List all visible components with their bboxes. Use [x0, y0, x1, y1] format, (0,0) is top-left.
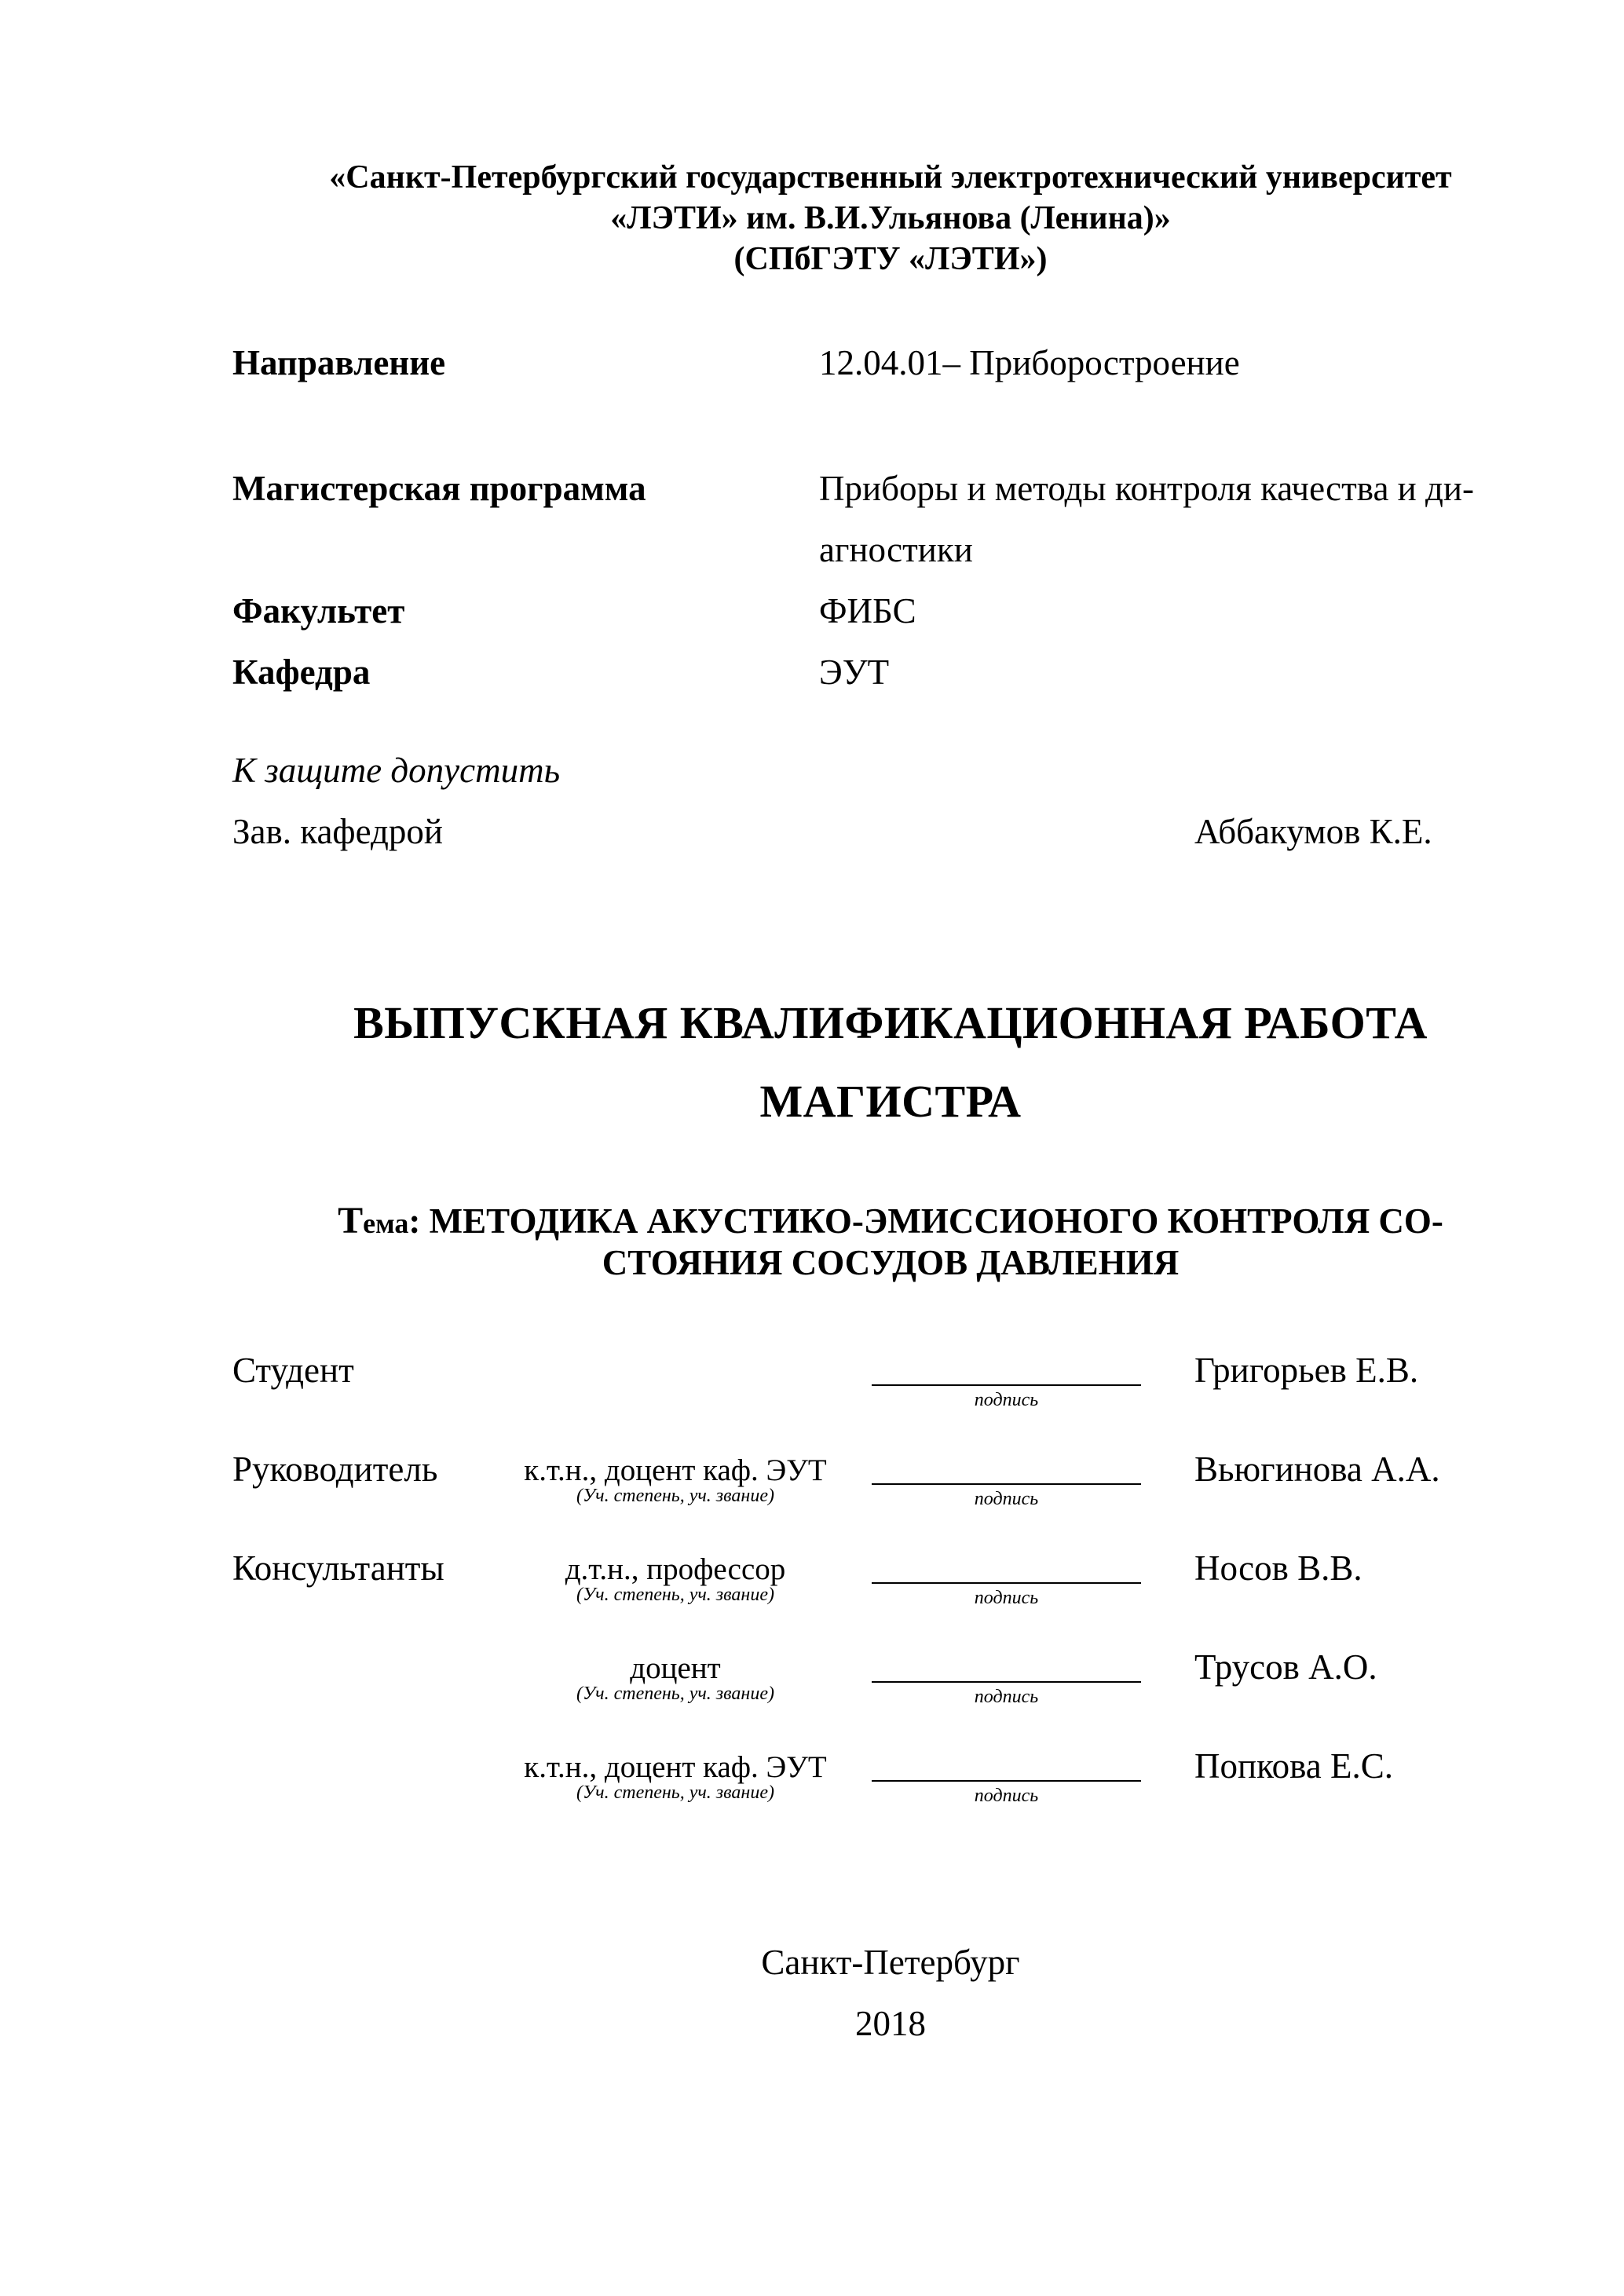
consultant1-name: Носов В.В.	[1194, 1548, 1362, 1588]
consultant2-degree: доцент	[630, 1651, 721, 1685]
city: Санкт-Петербург	[761, 1943, 1020, 1982]
consultant2-degree-caption: (Уч. степень, уч. звание)	[576, 1684, 774, 1704]
supervisor-degree: к.т.н., доцент каф. ЭУТ	[524, 1453, 827, 1487]
topic-prefix-colon: :	[408, 1201, 421, 1241]
consultant1-signature-caption: подпись	[974, 1588, 1039, 1608]
supervisor-degree-caption: (Уч. степень, уч. звание)	[576, 1486, 774, 1506]
topic-prefix-rest: ема	[363, 1208, 409, 1239]
university-name-line1: «Санкт-Петербургский государственный электротехнический университет	[329, 159, 1452, 196]
consultant3-degree-caption: (Уч. степень, уч. звание)	[576, 1782, 774, 1803]
topic-text-line1: МЕТОДИКА АКУСТИКО-ЭМИССИОНОГО КОНТРОЛЯ СО-	[420, 1201, 1443, 1241]
program-label: Магистерская программа	[232, 469, 646, 508]
thesis-title-line1: ВЫПУСКНАЯ КВАЛИФИКАЦИОННАЯ РАБОТА	[353, 997, 1428, 1048]
supervisor-signature-caption: подпись	[974, 1489, 1039, 1509]
faculty-label: Факультет	[232, 591, 405, 631]
student-signature-line	[872, 1384, 1141, 1386]
faculty-value: ФИБС	[819, 591, 916, 631]
topic-line2: СТОЯНИЯ СОСУДОВ ДАВЛЕНИЯ	[602, 1243, 1180, 1282]
consultant2-signature-line	[872, 1681, 1141, 1683]
program-value-line1: Приборы и методы контроля качества и ди-	[819, 469, 1474, 508]
consultants-label: Консультанты	[232, 1548, 444, 1588]
direction-label: Направление	[232, 343, 446, 382]
consultant3-signature-line	[872, 1780, 1141, 1782]
supervisor-label: Руководитель	[232, 1450, 438, 1489]
supervisor-name: Вьюгинова А.А.	[1194, 1450, 1440, 1489]
consultant3-degree: к.т.н., доцент каф. ЭУТ	[524, 1750, 827, 1784]
consultant3-name: Попкова Е.С.	[1194, 1746, 1394, 1786]
university-abbreviation: (СПбГЭТУ «ЛЭТИ»)	[733, 241, 1048, 277]
topic-line1	[0, 1199, 1624, 1245]
consultant1-signature-line	[872, 1582, 1141, 1584]
admit-to-defense: К защите допустить	[232, 751, 561, 790]
student-signature-caption: подпись	[974, 1390, 1039, 1410]
year: 2018	[855, 2004, 926, 2043]
university-name-line2: «ЛЭТИ» им. В.И.Ульянова (Ленина)»	[610, 200, 1171, 236]
head-of-department-label: Зав. кафедрой	[232, 812, 443, 851]
department-value: ЭУТ	[819, 653, 890, 692]
consultant1-degree-caption: (Уч. степень, уч. звание)	[576, 1585, 774, 1605]
topic-prefix-initial: Т	[338, 1200, 364, 1241]
department-label: Кафедра	[232, 653, 371, 692]
consultant2-name: Трусов А.О.	[1194, 1647, 1377, 1687]
consultant3-signature-caption: подпись	[974, 1786, 1039, 1806]
program-value-line2: агностики	[819, 530, 973, 569]
supervisor-signature-line	[872, 1483, 1141, 1485]
consultant1-degree: д.т.н., профессор	[565, 1552, 786, 1586]
direction-value: 12.04.01– Приборостроение	[819, 343, 1240, 382]
student-label: Студент	[232, 1351, 354, 1390]
student-name: Григорьев Е.В.	[1194, 1351, 1419, 1390]
consultant2-signature-caption: подпись	[974, 1687, 1039, 1707]
head-of-department-name: Аббакумов К.Е.	[1194, 812, 1432, 851]
thesis-title-line2: МАГИСТРА	[759, 1076, 1022, 1127]
